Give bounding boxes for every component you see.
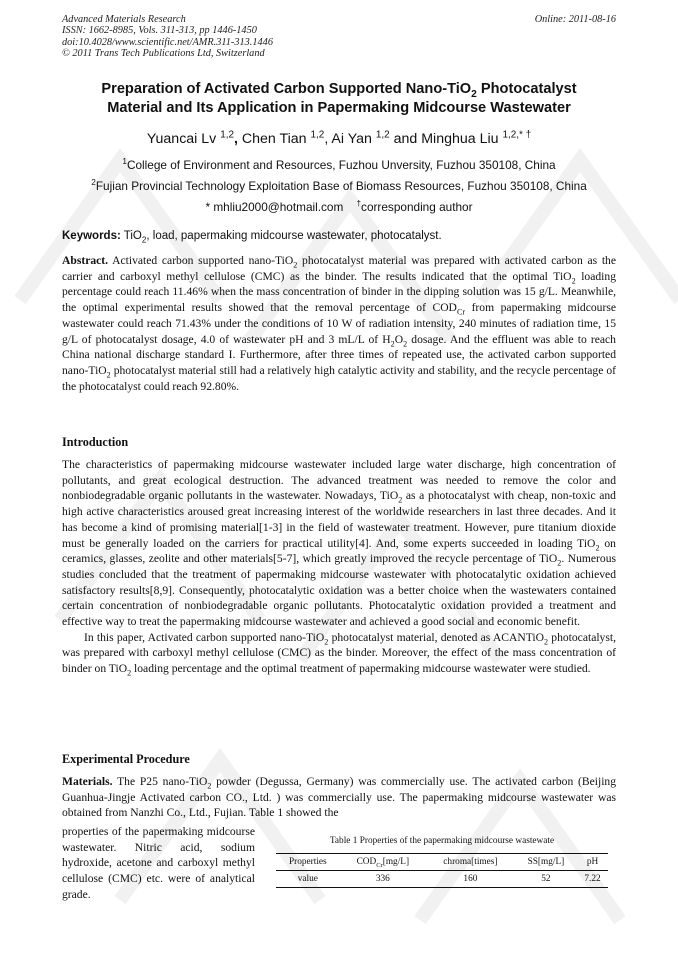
- journal-doi: doi:10.4028/www.scientific.net/AMR.311-313.1446: [62, 36, 273, 48]
- author-name: Chen Tian: [241, 131, 311, 147]
- col-header-text: [mg/L]: [382, 857, 410, 867]
- para-text: photocatalyst, was prepared with carboxyl methyl cellulose (CMC) as the binder. Moreover, the effect of the mass concentration of binder on TiO: [62, 630, 616, 676]
- author-separator: ,: [234, 131, 242, 147]
- col-header: Properties: [288, 857, 327, 867]
- affiliation-2: [62, 178, 616, 194]
- introduction-body: [62, 457, 616, 677]
- table-header-row: [276, 854, 608, 871]
- table-caption: Table 1 Properties of the papermaking midcourse wastewate: [329, 836, 555, 846]
- keywords-subscript: 2: [141, 235, 147, 245]
- table-row: [276, 871, 608, 888]
- title-text: Preparation of Activated Carbon Supported Nano-TiO: [101, 81, 472, 97]
- keywords-label: Keywords:: [62, 230, 121, 242]
- subscript: 2: [390, 338, 395, 348]
- keywords-text: , load, papermaking midcourse wastewater, photocatalyst.: [146, 230, 442, 242]
- author-affil-mark: 1,2,* †: [502, 129, 532, 141]
- title-text: Material and Its Application in Papermaking Midcourse Wastewater: [107, 100, 571, 116]
- intro-paragraph-1: [62, 457, 616, 630]
- col-header: pH: [586, 857, 599, 867]
- table-1: [276, 836, 608, 888]
- online-date: Online: 2011-08-16: [534, 14, 616, 25]
- subscript: 2: [398, 495, 403, 505]
- subscript: 2: [571, 276, 576, 286]
- col-header: SS[mg/L]: [527, 857, 565, 867]
- keywords-text: TiO: [120, 230, 142, 242]
- title-subscript: 2: [471, 88, 477, 100]
- subscript: 2: [293, 260, 298, 270]
- col-header: chroma[times]: [443, 857, 498, 867]
- abstract-text: from papermaking midcourse wastewater could reach 71.43% under the conditions of 10 W of radiation intensity, 240 minutes of radiation time, 15 g/L of photocatalyst dosage, 4.0 of wastewater pH and 3 mL/L of H: [62, 301, 616, 346]
- author-list: [62, 129, 616, 149]
- journal-name: Advanced Materials Research: [62, 14, 186, 25]
- author-affil-mark: 1,2: [310, 129, 325, 141]
- para-text: as a photocatalyst with cheap, non-toxic and high active characteristics aroused great increasing interest of the worldwide researchers in last three decades. And it has become a kind of promising material[1-3] in the field of wastewater treatment. However, pure titanium dioxide must be generally loaded on the carriers for practical utility[4]. And, some experts succeeded in loading TiO: [62, 489, 616, 550]
- author-separator: and: [389, 131, 422, 147]
- para-text: . Numerous studies concluded that the treatment of papermaking midcourse wastewater with photocatalytic oxidation achieved satisfactory results[8,9]. Consequently, photocatalytic oxidation was a better choice when the wastewaters contained certain concentration of nonbiodegradable organic pollutants. Photocatalytic oxidation provided a treatment and effective way to treat the papermaking midcourse wastewater and achieved a good social and economic benefit.: [62, 552, 616, 629]
- journal-copyright: © 2011 Trans Tech Publications Ltd, Switzerland: [62, 48, 265, 60]
- corr-text: corresponding author: [361, 200, 473, 214]
- affiliation-1: [62, 157, 616, 173]
- author-name: Minghua Liu: [421, 131, 503, 147]
- materials-paragraph-continued: properties of the papermaking midcourse wastewater. Nitric acid, sodium hydroxide, acetone and carboxyl methyl cellulose (CMC) etc. were of analytical grade.: [62, 825, 255, 901]
- title-text: Photocatalyst: [476, 81, 577, 97]
- subscript: Cr: [456, 307, 466, 317]
- abstract-label: Abstract.: [62, 254, 109, 267]
- section-heading-introduction: Introduction: [62, 435, 129, 449]
- subscript: 2: [557, 558, 562, 568]
- col-header: [340, 854, 426, 871]
- contact-line: [62, 199, 616, 215]
- affil-mark: 2: [91, 178, 96, 188]
- affil-text: Fujian Provincial Technology Exploitation Base of Biomass Resources, Fuzhou 350108, China: [95, 179, 587, 193]
- materials-paragraph: [62, 774, 616, 821]
- author-affil-mark: 1,2: [220, 129, 234, 141]
- author-name: Ai Yan: [331, 131, 376, 147]
- intro-paragraph-2: [62, 630, 616, 677]
- abstract-text: photocatalyst material still had a relatively high catalytic activity and stability, and the recycle percentage of the photocatalyst could reach 92.80%.: [62, 363, 616, 393]
- materials-label: Materials.: [62, 775, 113, 788]
- properties-table: [276, 853, 608, 888]
- abstract-text: dosage. And the effluent was able to reach China national discharge standard I. Furthermore, after three times of repeated use, the activated carbon supported nano-TiO: [62, 332, 616, 377]
- journal-header: [62, 14, 616, 60]
- journal-issn: ISSN: 1662-8985, Vols. 311-313, pp 1446-1450: [62, 25, 257, 37]
- table-cell: 160: [463, 874, 478, 884]
- subscript: 2: [595, 542, 600, 552]
- section-heading-experimental: Experimental Procedure: [62, 752, 190, 766]
- paper-title: [62, 80, 616, 118]
- table-cell: 336: [375, 874, 390, 884]
- para-text: photocatalyst material, denoted as ACANTiO: [328, 630, 544, 644]
- subscript: 2: [543, 637, 549, 647]
- table-cell: 7.22: [584, 874, 601, 884]
- subscript: 2: [207, 781, 212, 791]
- abstract-text: photocatalyst material was prepared with activated carbon as the carrier and carboxyl methyl cellulose (CMC) as the binder. The results indicated that the optimal TiO: [62, 254, 616, 283]
- keywords: [62, 229, 616, 244]
- affil-text: College of Environment and Resources, Fuzhou Unversity, Fuzhou 350108, China: [126, 158, 556, 172]
- author-name: Yuancai Lv: [146, 131, 221, 147]
- subscript: 2: [127, 668, 132, 678]
- para-text: The P25 nano-TiO: [112, 775, 208, 788]
- abstract-text: loading percentage could reach 11.46% when the mass concentration of binder in the dipping solution was 15 g/L. Meanwhile, the optimal experimental results showed that the removal percentage of COD: [62, 269, 616, 315]
- para-text: loading percentage and the optimal treatment of papermaking midcourse wastewater were studied.: [131, 662, 591, 676]
- corr-mark: †: [356, 199, 362, 209]
- para-text: In this paper, Activated carbon supported nano-TiO: [84, 630, 325, 644]
- table-cell: value: [297, 874, 318, 884]
- subscript: 2: [324, 637, 329, 647]
- affil-mark: 1: [122, 157, 127, 167]
- author-affil-mark: 1,2: [375, 129, 390, 141]
- abstract: [62, 253, 616, 394]
- col-header-text: COD: [356, 857, 377, 867]
- author-email[interactable]: * mhliu2000@hotmail.com: [205, 200, 344, 214]
- author-separator: ,: [324, 131, 332, 147]
- subscript: 2: [106, 370, 111, 380]
- subscript: 2: [403, 338, 408, 348]
- abstract-text: O: [394, 332, 404, 346]
- para-text: The characteristics of papermaking midcourse wastewater included large water discharge, high concentration of pollutants, and great ecological destruction. The advanced treatment was needed to remove the color and nonbiodegradable organic pollutants in the wastewater. Nowadays, TiO: [62, 458, 616, 503]
- subscript: Cr: [376, 861, 383, 869]
- para-text: powder (Degussa, Germany) was commercially use. The activated carbon (Beijing Guanhua-Jingje Activated carbon CO., Ltd. ) was commercially use. The papermaking midcourse wastewater was obtained from Nanzhi Co., Ltd., Fujian. Table 1 showed the: [62, 775, 617, 820]
- abstract-text: Activated carbon supported nano-TiO: [108, 254, 294, 267]
- para-text: on ceramics, glasses, zeolite and other materials[5-7], which greatly improved the recycle percentage of TiO: [62, 536, 616, 566]
- table-cell: 52: [541, 874, 551, 884]
